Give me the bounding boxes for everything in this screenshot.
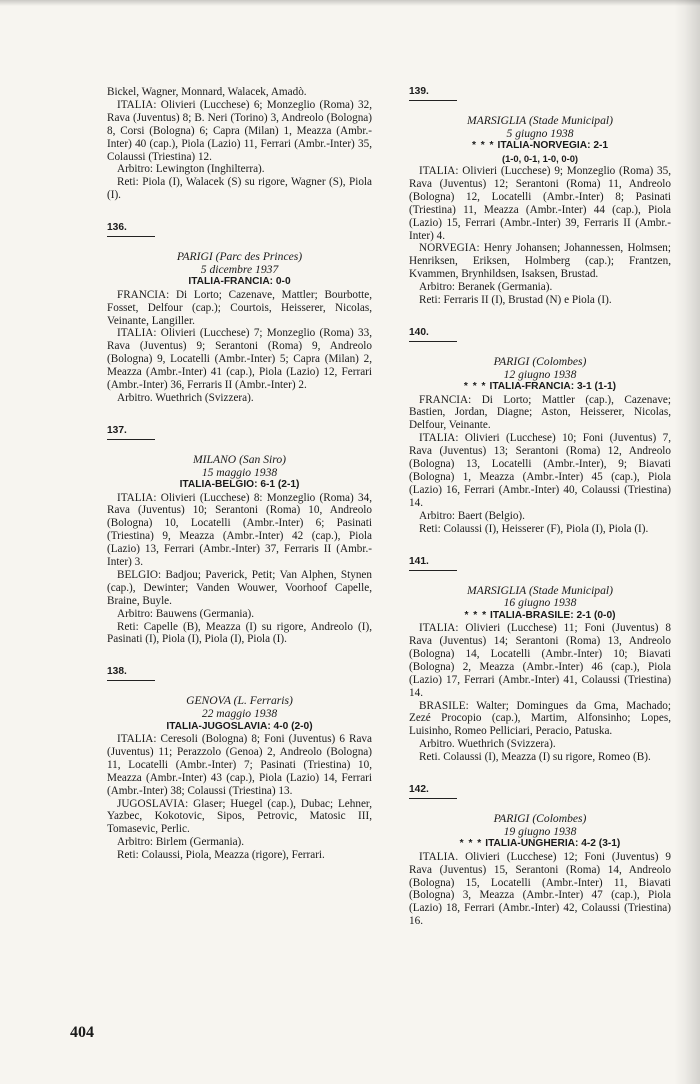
match-result — [409, 610, 671, 622]
match-number: 138. — [107, 666, 127, 678]
text-paragraph: FRANCIA: Di Lorto; Mattler (cap.), Cazenave; Bastien, Jordan, Diagne; Aston, Heisserer, Nicolas, Delfour, Veinante. — [409, 393, 671, 432]
match-number: 136. — [107, 222, 127, 234]
match-venue: MILANO (San Siro) — [193, 452, 286, 466]
match-score: ITALIA-FRANCIA: 0-0 — [188, 276, 291, 288]
match-date: 5 dicembre 1937 — [200, 262, 279, 276]
text-paragraph: ITALIA: Olivieri (Lucchese) 11; Foni (Juventus) 8 Rava (Juventus) 14; Serantoni (Roma) 13, Andreolo (Bologna) 14, Locatelli (Ambr.-Inter) 10; Biavati (Bologna) 2, Meazza (Ambr.-Inter) 46 (cap.), Piola (Lazio) 17, Ferrari (Ambr.-Inter) 41, Colaussi (Triestina) 14. — [409, 622, 671, 699]
match-divider — [107, 680, 155, 681]
world-cup-stars: * * * — [463, 381, 487, 393]
world-cup-stars: * * * — [464, 609, 488, 621]
match-header — [107, 425, 372, 492]
match-header — [107, 222, 372, 289]
text-paragraph: Reti: Colaussi, Piola, Meazza (rigore), Ferrari. — [117, 849, 325, 862]
page-number: 404 — [70, 1024, 94, 1041]
match-date: 22 maggio 1938 — [201, 706, 278, 720]
match-number: 142. — [409, 784, 429, 796]
text-paragraph: Reti: Capelle (B), Meazza (I) su rigore, Andreolo (I), Pasinati (I), Piola (I), Piola (I), Piola (I). — [107, 620, 372, 646]
text-paragraph: Arbitro. Wuethrich (Svizzera). — [419, 738, 556, 751]
text-paragraph: NORVEGIA: Henry Johansen; Johannessen, Holmsen; Henriksen, Eriksen, Holmberg (cap.); Frantzen, Kvammen, Brynhildsen, Isaksen, Brustad. — [409, 242, 671, 281]
match-header — [107, 666, 372, 733]
text-paragraph: ITALIA: Ceresoli (Bologna) 8; Foni (Juventus) 6 Rava (Juventus) 11; Perazzolo (Genoa) 2, Andreolo (Bologna) 11, Locatelli (Ambr.-Inter) 7; Pasinati (Triestina) 10, Meazza (Ambr.-Inter) 43 (cap.), Piola (Lazio) 14, Ferrari (Ambr.-Inter) 38; Colaussi (Triestina) 13. — [107, 732, 372, 797]
text-paragraph: Reti: Colaussi (I), Heisserer (F), Piola (I), Piola (I). — [419, 522, 649, 535]
world-cup-stars: * * * — [459, 838, 483, 850]
match-header — [409, 556, 671, 623]
match-date: 5 giugno 1938 — [506, 126, 574, 140]
match-result — [409, 838, 671, 850]
text-paragraph: BRASILE: Walter; Domingues da Gma, Machado; Zezé Procopio (cap.), Martim, Alfonsinho; Lopes, Luisinho, Romeo Pelliciari, Peracio, Patuska. — [409, 699, 671, 738]
match-venue: PARIGI (Colombes) — [493, 354, 587, 368]
match-divider — [107, 439, 155, 440]
match-score: ITALIA-BRASILE: 2-1 (0-0) — [490, 609, 616, 621]
text-paragraph: Arbitro: Baert (Belgio). — [419, 509, 525, 522]
match-number: 137. — [107, 424, 127, 436]
match-number: 140. — [409, 326, 429, 338]
match-result — [107, 721, 372, 733]
match-result — [107, 276, 372, 288]
text-paragraph: Arbitro: Beranek (Germania). — [419, 281, 553, 294]
text-paragraph: Reti: Ferraris II (I), Brustad (N) e Piola (I). — [419, 294, 612, 307]
match-partial-scores: (1-0, 0-1, 1-0, 0-0) — [501, 152, 579, 164]
text-paragraph: ITALIA: Olivieri (Lucchese) 9; Monzeglio (Roma) 35, Rava (Juventus) 12; Serantoni (Roma) 11, Andreolo (Bologna) 12, Locatelli (Ambr.-Inter) 8; Pasinati (Triestina) 11, Meazza (Ambr.-Inter) 44 (cap.), Piola (Lazio) 15, Ferrari (Ambr.-Inter) 39, Ferraris II (Ambr.-Inter) 4. — [409, 165, 671, 242]
match-number: 141. — [409, 555, 429, 567]
text-paragraph: ITALIA: Olivieri (Lucchese) 6; Monzeglio (Roma) 32, Rava (Juventus) 8; B. Neri (Torino) 3, Andreolo (Bologna) 8, Corsi (Bologna) 6; Capra (Milan) 1, Meazza (Ambr.-Inter) 40 (cap.), Piola (Lazio) 11, Ferrari (Ambr.-Inter) 35, Colaussi (Triestina) 12. — [107, 98, 372, 163]
text-paragraph: Reti. Colaussi (I), Meazza (I) su rigore, Romeo (B). — [419, 751, 651, 764]
match-date: 12 giugno 1938 — [503, 367, 577, 381]
text-paragraph: ITALIA: Olivieri (Lucchese) 8: Monzeglio (Roma) 34, Rava (Juventus) 10; Serantoni (Roma) 10, Andreolo (Bologna) 10, Locatelli (Ambr.-Inter) 6; Pasinati (Triestina) 9, Meazza (Ambr.-Inter) 42 (cap.), Piola (Lazio) 13, Ferrari (Ambr.-Inter) 37, Ferraris II (Ambr.-Inter) 3. — [107, 491, 372, 569]
match-score: ITALIA-BELGIO: 6-1 (2-1) — [179, 479, 300, 491]
text-paragraph: Reti: Piola (I), Walacek (S) su rigore, Wagner (S), Piola (I). — [107, 176, 372, 202]
match-venue: GENOVA (L. Ferraris) — [186, 694, 293, 708]
match-result — [107, 479, 372, 491]
match-score: ITALIA-FRANCIA: 3-1 (1-1) — [489, 381, 617, 393]
match-venue: MARSIGLIA (Stade Municipal) — [467, 114, 613, 127]
text-paragraph: JUGOSLAVIA: Glaser; Huegel (cap.), Dubac; Lehner, Yazbec, Kokotovic, Sipos, Petrovic, Matosic III, Tomasevic, Perlic. — [107, 797, 372, 836]
match-header — [409, 327, 671, 394]
match-divider — [107, 236, 155, 237]
text-paragraph: Arbitro: Lewington (Inghilterra). — [117, 163, 265, 176]
match-date: 16 giugno 1938 — [503, 596, 577, 610]
page-edge-shadow — [674, 0, 700, 1084]
match-divider — [409, 798, 457, 799]
left-column — [107, 86, 372, 862]
match-header — [409, 784, 671, 851]
match-divider — [409, 341, 457, 342]
match-number: 139. — [409, 86, 429, 97]
match-score: ITALIA-UNGHERIA: 4-2 (3-1) — [485, 838, 621, 850]
match-divider — [409, 100, 457, 101]
match-result — [409, 140, 671, 152]
match-date: 15 maggio 1938 — [201, 465, 278, 479]
text-paragraph: ITALIA. Olivieri (Lucchese) 12; Foni (Juventus) 9 Rava (Juventus) 15, Serantoni (Roma) 14, Andreolo (Bologna) 15, Locatelli (Ambr.-Inter) 11, Biavati (Bologna) 3, Meazza (Ambr.-Inter) 47 (cap.), Piola (Lazio) 18, Ferrari (Ambr.-Inter) 42, Colaussi (Triestina) 16. — [409, 850, 671, 928]
text-paragraph: BELGIO: Badjou; Paverick, Petit; Van Alphen, Stynen (cap.), Dewinter; Vanden Wouwer, Voorhoof Capelle, Braine, Buyle. — [107, 568, 372, 607]
text-paragraph: Arbitro: Bauwens (Germania). — [117, 607, 255, 620]
match-divider — [409, 570, 457, 571]
text-paragraph: Bickel, Wagner, Monnard, Walacek, Amadò. — [107, 86, 307, 98]
match-venue: MARSIGLIA (Stade Municipal) — [467, 583, 613, 597]
text-paragraph: FRANCIA: Di Lorto; Cazenave, Mattler; Bourbotte, Fosset, Delfour (cap.); Courtois, Heisserer, Nicolas, Veinante, Langiller. — [107, 288, 372, 327]
match-venue: PARIGI (Colombes) — [493, 812, 587, 826]
match-score: ITALIA-JUGOSLAVIA: 4-0 (2-0) — [166, 720, 313, 732]
world-cup-stars: * * * — [471, 140, 495, 152]
match-header — [409, 86, 671, 165]
text-paragraph: Arbitro. Wuethrich (Svizzera). — [117, 392, 254, 404]
match-date: 19 giugno 1938 — [503, 824, 577, 838]
text-paragraph: Arbitro: Birlem (Germania). — [117, 836, 245, 849]
text-paragraph: ITALIA: Olivieri (Lucchese) 10; Foni (Juventus) 7, Rava (Juventus) 13; Serantoni (Roma) 12, Andreolo (Bologna) 13, Locatelli (Ambr.-Inter), 9; Biavati (Bologna) 1, Meazza (Ambr.-Inter) 45 (cap.), Piola (Lazio) 16, Ferrari (Ambr.-Inter) 40, Colaussi (Triestina) 14. — [409, 432, 671, 509]
match-result — [409, 381, 671, 393]
text-paragraph: ITALIA: Olivieri (Lucchese) 7; Monzeglio (Roma) 33, Rava (Juventus) 9; Serantoni (Roma) 9, Andreolo (Bologna) 9, Locatelli (Ambr.-Inter) 5; Capra (Milan) 2, Meazza (Ambr.-Inter) 41 (cap.), Piola (Lazio) 12, Ferrari (Ambr.-Inter) 36, Ferraris II (Ambr.-Inter) 2. — [107, 327, 372, 392]
match-venue: PARIGI (Parc des Princes) — [176, 250, 303, 264]
page-top-shadow — [0, 0, 700, 6]
right-column — [409, 86, 671, 928]
match-score: ITALIA-NORVEGIA: 2-1 — [497, 140, 609, 152]
